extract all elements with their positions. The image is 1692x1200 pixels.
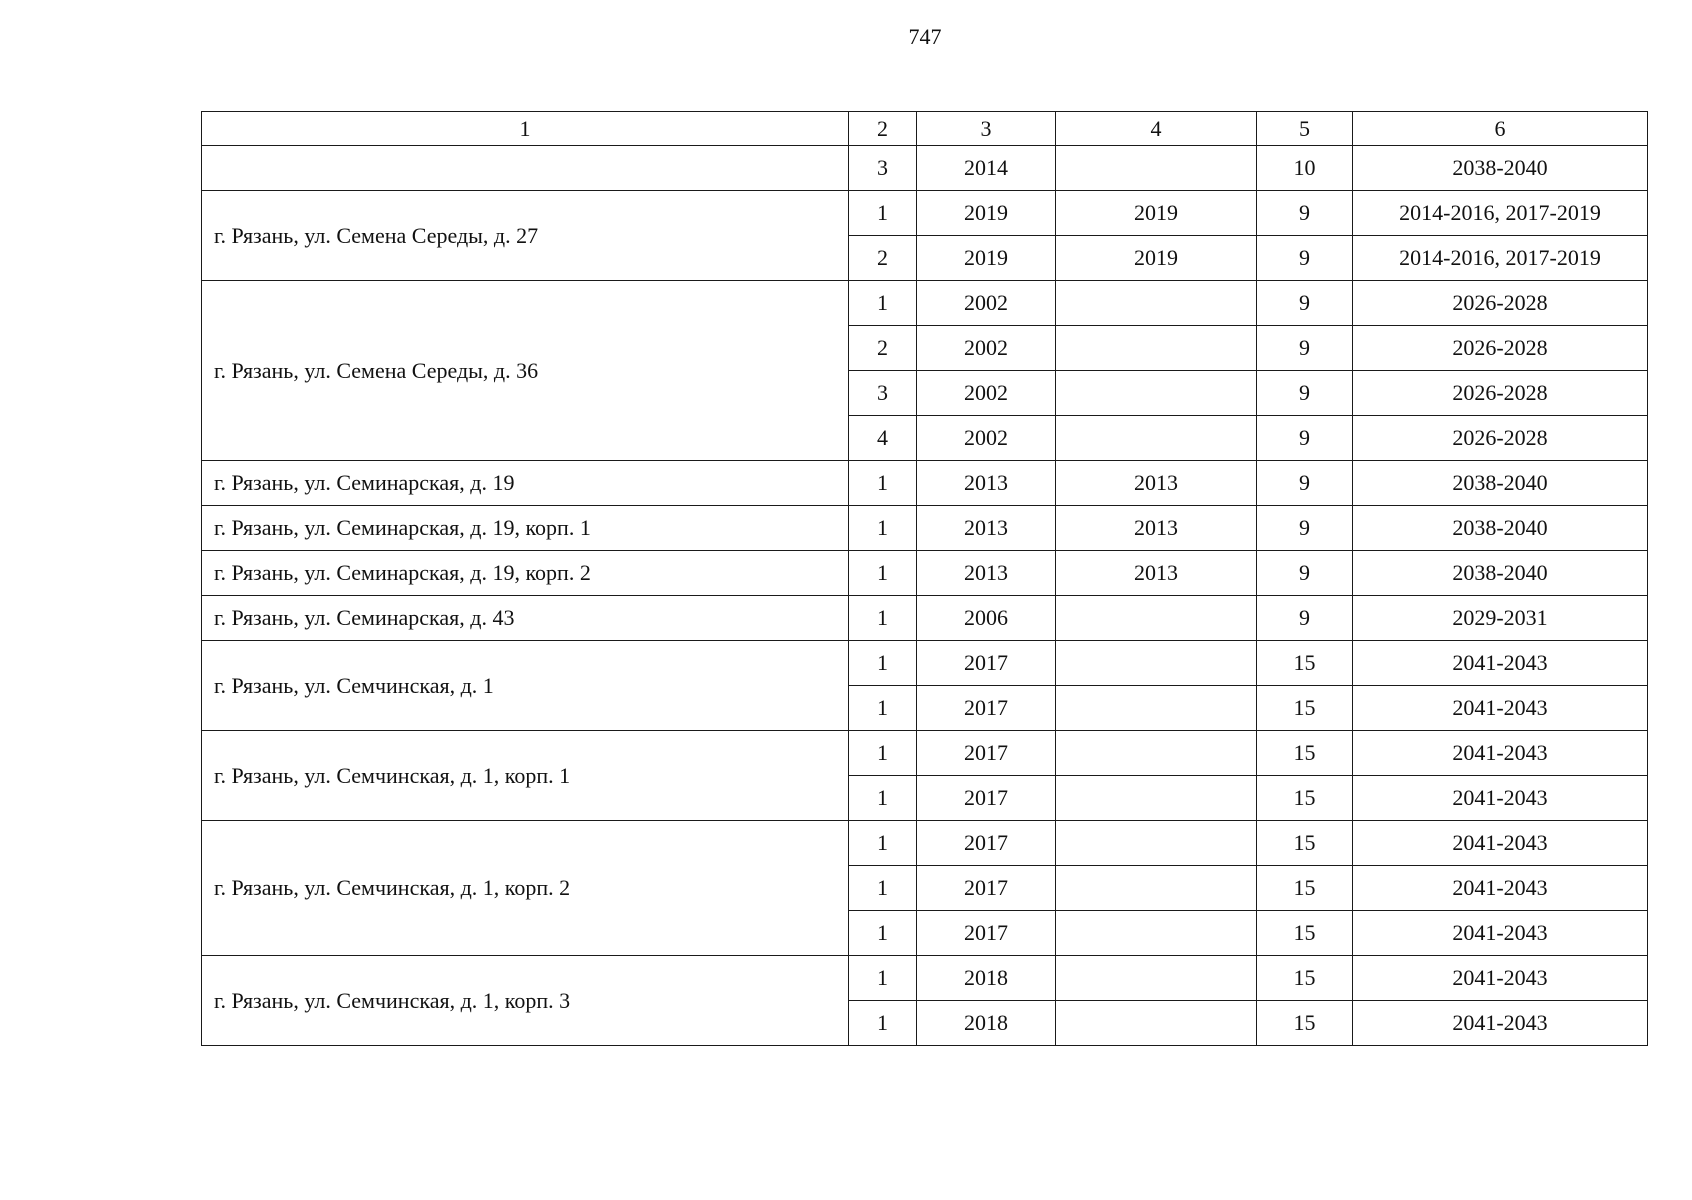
table-row: [202, 731, 1648, 776]
floors-cell: 15: [1257, 686, 1353, 731]
table-row: [202, 461, 1648, 506]
period-cell: 2014-2016, 2017-2019: [1353, 191, 1648, 236]
address-cell: г. Рязань, ул. Семчинская, д. 1, корп. 2: [202, 821, 849, 956]
entrance-number-cell: 1: [849, 596, 917, 641]
year-cell: 2017: [917, 821, 1056, 866]
renovation-year-cell: [1056, 731, 1257, 776]
address-cell: г. Рязань, ул. Семена Середы, д. 36: [202, 281, 849, 461]
renovation-year-cell: [1056, 641, 1257, 686]
floors-cell: 15: [1257, 641, 1353, 686]
year-cell: 2013: [917, 551, 1056, 596]
column-header: 1: [202, 112, 849, 146]
floors-cell: 9: [1257, 416, 1353, 461]
year-cell: 2017: [917, 641, 1056, 686]
period-cell: 2041-2043: [1353, 821, 1648, 866]
year-cell: 2002: [917, 326, 1056, 371]
header-row: [202, 112, 1648, 146]
entrance-number-cell: 1: [849, 281, 917, 326]
period-cell: 2038-2040: [1353, 461, 1648, 506]
renovation-year-cell: 2013: [1056, 551, 1257, 596]
entrance-number-cell: 1: [849, 866, 917, 911]
floors-cell: 9: [1257, 281, 1353, 326]
floors-cell: 15: [1257, 956, 1353, 1001]
address-cell: г. Рязань, ул. Семчинская, д. 1: [202, 641, 849, 731]
column-header: 4: [1056, 112, 1257, 146]
column-header: 3: [917, 112, 1056, 146]
floors-cell: 15: [1257, 911, 1353, 956]
table-row: [202, 146, 1648, 191]
entrance-number-cell: 1: [849, 686, 917, 731]
address-cell: г. Рязань, ул. Семинарская, д. 19, корп. 2: [202, 551, 849, 596]
period-cell: 2041-2043: [1353, 911, 1648, 956]
period-cell: 2038-2040: [1353, 506, 1648, 551]
table-header: [202, 112, 1648, 146]
period-cell: 2014-2016, 2017-2019: [1353, 236, 1648, 281]
address-cell: [202, 146, 849, 191]
entrance-number-cell: 1: [849, 956, 917, 1001]
entrance-number-cell: 1: [849, 506, 917, 551]
address-cell: г. Рязань, ул. Семена Середы, д. 27: [202, 191, 849, 281]
entrance-number-cell: 3: [849, 146, 917, 191]
period-cell: 2041-2043: [1353, 956, 1648, 1001]
period-cell: 2026-2028: [1353, 326, 1648, 371]
page-number: 747: [908, 24, 942, 49]
floors-cell: 9: [1257, 551, 1353, 596]
table-row: [202, 596, 1648, 641]
year-cell: 2019: [917, 191, 1056, 236]
period-cell: 2026-2028: [1353, 371, 1648, 416]
year-cell: 2017: [917, 686, 1056, 731]
year-cell: 2017: [917, 866, 1056, 911]
renovation-year-cell: [1056, 146, 1257, 191]
renovation-year-cell: [1056, 596, 1257, 641]
entrance-number-cell: 1: [849, 821, 917, 866]
address-cell: г. Рязань, ул. Семинарская, д. 19, корп. 1: [202, 506, 849, 551]
renovation-year-cell: [1056, 416, 1257, 461]
floors-cell: 9: [1257, 326, 1353, 371]
column-header: 5: [1257, 112, 1353, 146]
address-cell: г. Рязань, ул. Семинарская, д. 19: [202, 461, 849, 506]
building-registry-table: [201, 111, 1648, 1046]
floors-cell: 9: [1257, 596, 1353, 641]
renovation-year-cell: [1056, 911, 1257, 956]
table-row: [202, 956, 1648, 1001]
entrance-number-cell: 2: [849, 236, 917, 281]
period-cell: 2041-2043: [1353, 1001, 1648, 1046]
table-body: [202, 146, 1648, 1046]
year-cell: 2002: [917, 281, 1056, 326]
table-row: [202, 506, 1648, 551]
period-cell: 2041-2043: [1353, 866, 1648, 911]
entrance-number-cell: 4: [849, 416, 917, 461]
column-header: 6: [1353, 112, 1648, 146]
year-cell: 2018: [917, 1001, 1056, 1046]
floors-cell: 9: [1257, 461, 1353, 506]
floors-cell: 15: [1257, 1001, 1353, 1046]
renovation-year-cell: [1056, 866, 1257, 911]
floors-cell: 9: [1257, 506, 1353, 551]
year-cell: 2002: [917, 416, 1056, 461]
floors-cell: 9: [1257, 371, 1353, 416]
year-cell: 2019: [917, 236, 1056, 281]
address-cell: г. Рязань, ул. Семчинская, д. 1, корп. 1: [202, 731, 849, 821]
renovation-year-cell: [1056, 956, 1257, 1001]
renovation-year-cell: 2013: [1056, 461, 1257, 506]
year-cell: 2017: [917, 911, 1056, 956]
period-cell: 2041-2043: [1353, 686, 1648, 731]
renovation-year-cell: 2019: [1056, 191, 1257, 236]
entrance-number-cell: 1: [849, 641, 917, 686]
table-row: [202, 281, 1648, 326]
entrance-number-cell: 1: [849, 776, 917, 821]
entrance-number-cell: 1: [849, 461, 917, 506]
floors-cell: 15: [1257, 866, 1353, 911]
entrance-number-cell: 2: [849, 326, 917, 371]
entrance-number-cell: 1: [849, 191, 917, 236]
address-cell: г. Рязань, ул. Семчинская, д. 1, корп. 3: [202, 956, 849, 1046]
table-row: [202, 641, 1648, 686]
renovation-year-cell: [1056, 1001, 1257, 1046]
renovation-year-cell: [1056, 326, 1257, 371]
table-row: [202, 191, 1648, 236]
period-cell: 2041-2043: [1353, 731, 1648, 776]
column-header: 2: [849, 112, 917, 146]
entrance-number-cell: 1: [849, 731, 917, 776]
renovation-year-cell: [1056, 686, 1257, 731]
entrance-number-cell: 1: [849, 1001, 917, 1046]
renovation-year-cell: 2013: [1056, 506, 1257, 551]
entrance-number-cell: 1: [849, 551, 917, 596]
entrance-number-cell: 1: [849, 911, 917, 956]
period-cell: 2041-2043: [1353, 641, 1648, 686]
renovation-year-cell: [1056, 371, 1257, 416]
renovation-year-cell: 2019: [1056, 236, 1257, 281]
period-cell: 2026-2028: [1353, 416, 1648, 461]
period-cell: 2026-2028: [1353, 281, 1648, 326]
year-cell: 2013: [917, 461, 1056, 506]
renovation-year-cell: [1056, 821, 1257, 866]
floors-cell: 15: [1257, 821, 1353, 866]
table-row: [202, 821, 1648, 866]
period-cell: 2029-2031: [1353, 596, 1648, 641]
floors-cell: 9: [1257, 236, 1353, 281]
table-row: [202, 551, 1648, 596]
period-cell: 2038-2040: [1353, 551, 1648, 596]
period-cell: 2038-2040: [1353, 146, 1648, 191]
floors-cell: 9: [1257, 191, 1353, 236]
year-cell: 2017: [917, 731, 1056, 776]
floors-cell: 15: [1257, 731, 1353, 776]
year-cell: 2017: [917, 776, 1056, 821]
renovation-year-cell: [1056, 776, 1257, 821]
floors-cell: 10: [1257, 146, 1353, 191]
year-cell: 2002: [917, 371, 1056, 416]
floors-cell: 15: [1257, 776, 1353, 821]
period-cell: 2041-2043: [1353, 776, 1648, 821]
entrance-number-cell: 3: [849, 371, 917, 416]
address-cell: г. Рязань, ул. Семинарская, д. 43: [202, 596, 849, 641]
year-cell: 2013: [917, 506, 1056, 551]
year-cell: 2018: [917, 956, 1056, 1001]
year-cell: 2014: [917, 146, 1056, 191]
renovation-year-cell: [1056, 281, 1257, 326]
year-cell: 2006: [917, 596, 1056, 641]
